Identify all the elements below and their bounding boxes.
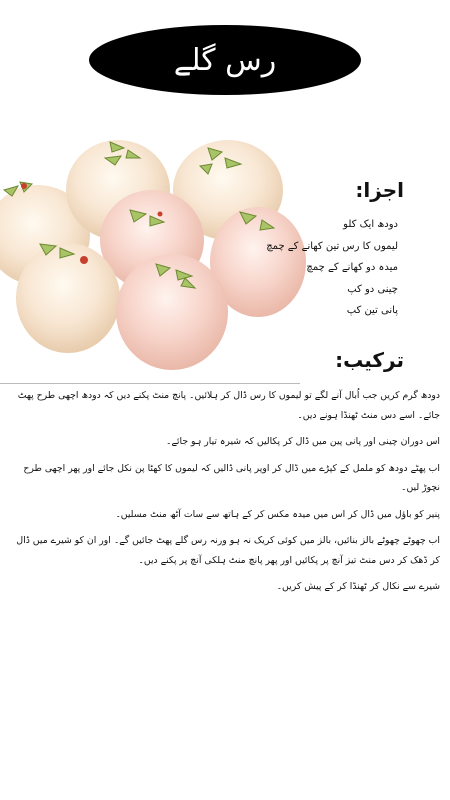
method-step: اب چھوٹے چھوٹے بالز بنائیں، بالز میں کوئی کریک نہ ہو ورنہ رس گلے پھٹ جائیں گے۔ اور ان کو شیرے میں ڈال کر ڈھک کر دس منٹ تیز آنچ پر پکائیں اور پھر پانچ منٹ ہلکی آنچ پر پکنے دیں۔ [16,535,440,566]
method-step: شیرے سے نکال کر ٹھنڈا کر کے پیش کریں۔ [276,581,440,592]
method-step: اس دوران چینی اور پانی پین میں ڈال کر پکالیں کہ شیرہ تیار ہو جائے۔ [166,436,440,447]
title-banner [89,25,361,95]
method-heading: ترکیب: [335,348,404,372]
ingredient-item: میدہ دو کھانے کے چمچ [306,262,398,273]
ingredient-item: لیموں کا رس تین کھانے کے چمچ [266,240,398,252]
ingredient-item: دودھ ایک کلو [343,219,398,230]
ingredient-item: چینی دو کپ [347,283,398,295]
page-title: رس گلے [173,42,277,78]
ingredients-heading: اجزا: [355,178,404,202]
ingredients-list [248,214,398,322]
method-steps [12,386,440,604]
ingredient-item: پانی تین کپ [346,305,398,316]
method-step: اب پھٹے دودھ کو ململ کے کپڑے میں ڈال کر اوپر پانی ڈالیں کہ لیموں کا کھٹا پن نکل جائے اور پھر اچھی طرح نچوڑ لیں۔ [23,462,440,493]
divider [0,383,300,384]
method-step: دودھ گرم کریں جب اُبال آنے لگے تو لیموں کا رس ڈال کر ہلائیں۔ پانچ منٹ پکنے دیں کہ دودھ اچھی طرح پھٹ جائے۔ اسے دس منٹ ٹھنڈا ہونے دیں۔ [17,390,440,421]
method-step: پنیر کو باؤل میں ڈال کر اس میں میدہ مکس کر کے ہاتھ سے سات آٹھ منٹ مسلیں۔ [115,508,440,520]
